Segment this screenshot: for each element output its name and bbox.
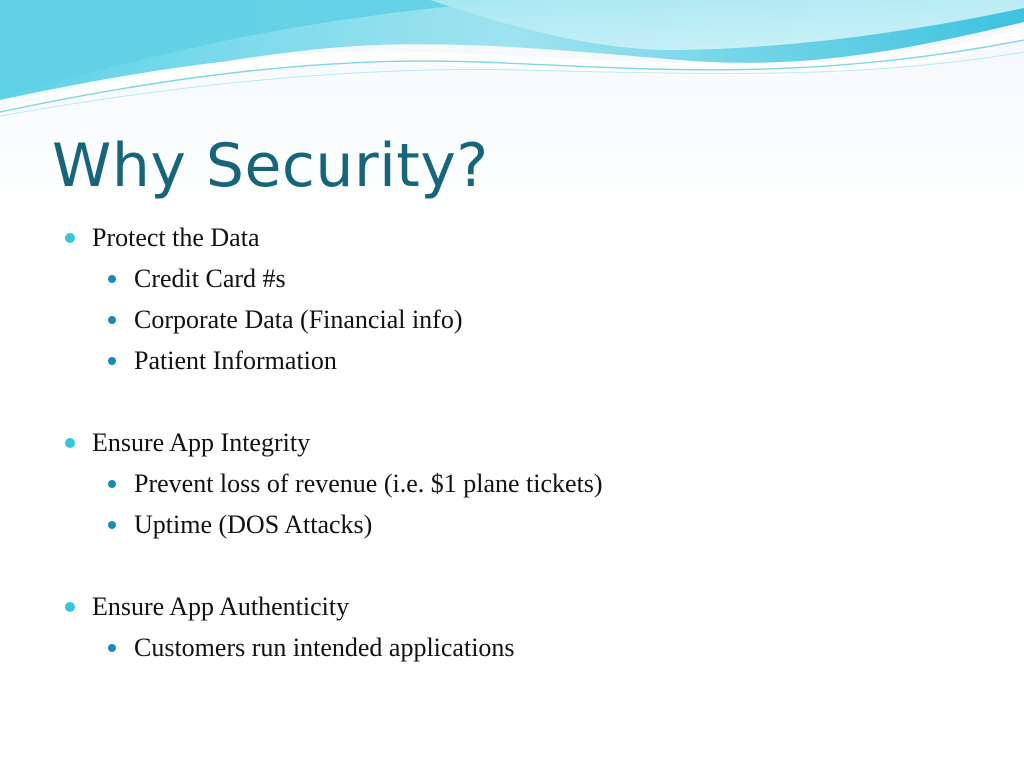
sub-bullet-icon <box>108 316 116 324</box>
bullet-item-corporate-data <box>134 302 463 338</box>
bullet-text: Prevent loss of revenue (i.e. $1 plane tickets) <box>134 469 603 498</box>
bullet-icon <box>65 438 75 448</box>
bullet-item-credit-card <box>134 261 286 297</box>
slide-title: Why Security? <box>52 131 489 201</box>
bullet-item-uptime <box>134 507 372 543</box>
sub-bullet-icon <box>108 644 116 652</box>
bullet-text: Patient Information <box>134 346 337 375</box>
sub-bullet-icon <box>108 521 116 529</box>
bullet-item-customers-run <box>134 630 515 666</box>
bullet-item-app-integrity <box>92 425 310 461</box>
bullet-text: Protect the Data <box>92 223 260 252</box>
bullet-item-prevent-loss <box>134 466 603 502</box>
bullet-text: Ensure App Authenticity <box>92 592 350 621</box>
bullet-text: Customers run intended applications <box>134 633 515 662</box>
bullet-item-app-authenticity <box>92 589 349 625</box>
sub-bullet-icon <box>108 480 116 488</box>
sub-bullet-icon <box>108 357 116 365</box>
bullet-item-patient-information <box>134 343 337 379</box>
header-wave-decoration <box>0 0 1024 130</box>
bullet-text: Uptime (DOS Attacks) <box>134 510 373 539</box>
bullet-text: Ensure App Integrity <box>92 428 311 457</box>
bullet-item-protect-data <box>92 220 260 256</box>
bullet-icon <box>65 233 75 243</box>
sub-bullet-icon <box>108 275 116 283</box>
bullet-text: Corporate Data (Financial info) <box>134 305 463 334</box>
bullet-icon <box>65 602 75 612</box>
bullet-text: Credit Card #s <box>134 264 286 293</box>
